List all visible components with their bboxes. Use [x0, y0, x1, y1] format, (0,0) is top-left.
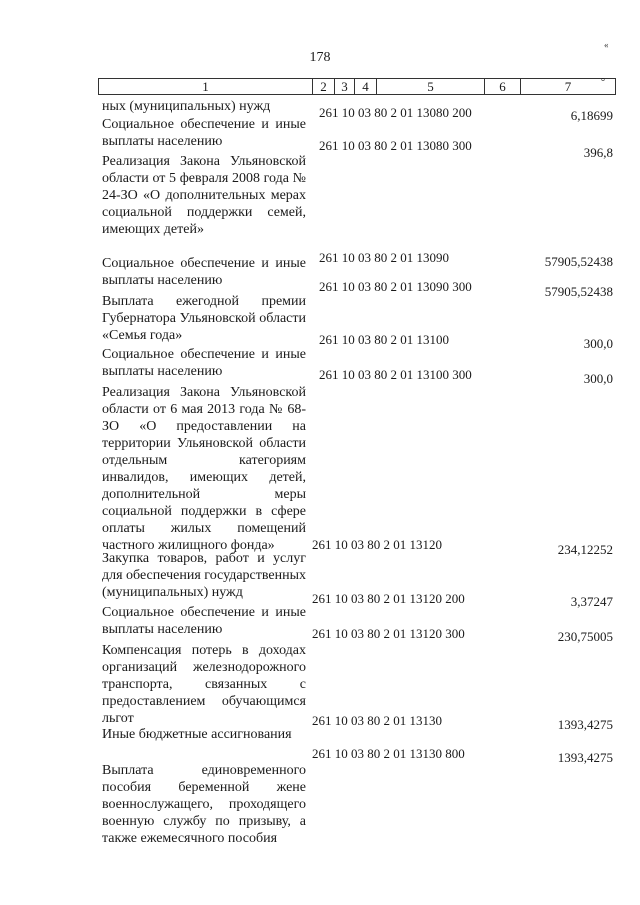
row-amount: 396,8 [583, 145, 613, 160]
row-amount: 3,37247 [570, 594, 613, 609]
row-code: 261 10 03 80 2 01 13130 800 [312, 746, 465, 761]
row-description: Выплата ежегодной премии Губернатора Ульяновской области «Семья года» [102, 294, 306, 343]
header-dot: ° [601, 77, 605, 88]
table-header [98, 78, 616, 95]
row-description: Социальное обеспечение и иные выплаты населению [102, 117, 306, 149]
row-amount: 6,18699 [570, 108, 613, 123]
row-amount: 234,12252 [557, 542, 613, 557]
header-col-3: 3 [335, 79, 355, 94]
row-code: 261 10 03 80 2 01 13100 [319, 332, 449, 347]
row-description: Иные бюджетные ассигнования [102, 727, 292, 742]
row-description: Социальное обеспечение и иные выплаты населению [102, 256, 306, 288]
row-amount: 300,0 [583, 336, 613, 351]
corner-mark: « [604, 40, 609, 50]
row-code: 261 10 03 80 2 01 13080 300 [319, 138, 472, 153]
row-code: 261 10 03 80 2 01 13130 [312, 713, 442, 728]
header-col-7-label: 7 [564, 79, 572, 94]
row-code: 261 10 03 80 2 01 13120 [312, 537, 442, 552]
row-description: Социальное обеспечение и иные выплаты населению [102, 347, 306, 379]
header-col-6: 6 [485, 79, 521, 94]
row-code: 261 10 03 80 2 01 13100 300 [319, 367, 472, 382]
row-amount: 57905,52438 [544, 254, 613, 269]
page-number: 178 [309, 50, 331, 65]
row-description: Компенсация потерь в доходах организаций железнодорожного транспорта, связанных с предоставлением обучающимся льгот [102, 643, 306, 726]
row-description: Социальное обеспечение и иные выплаты населению [102, 605, 306, 637]
row-amount: 1393,4275 [557, 750, 613, 765]
row-code: 261 10 03 80 2 01 13090 [319, 250, 449, 265]
header-col-5: 5 [377, 79, 485, 94]
row-amount: 230,75005 [557, 629, 613, 644]
row-code: 261 10 03 80 2 01 13120 200 [312, 591, 465, 606]
header-col-2: 2 [313, 79, 335, 94]
row-amount: 57905,52438 [544, 284, 613, 299]
row-code: 261 10 03 80 2 01 13090 300 [319, 279, 472, 294]
row-description: Закупка товаров, работ и услуг для обеспечения государственных (муниципальных) нужд [102, 551, 306, 600]
header-col-7 [521, 79, 615, 94]
row-description: Выплата единовременного пособия беременной жене военнослужащего, проходящего военную службу по призыву, а также ежемесячного пособия [102, 763, 306, 846]
row-description: Реализация Закона Ульяновской области от 6 мая 2013 года № 68-ЗО «О предоставлении на территории Ульяновской области отдельным категориям инвалидов, имеющих детей, дополнительной меры социальной поддержки в сфере оплаты жилых помещений частного жилищного фонда» [102, 385, 306, 553]
row-amount: 1393,4275 [557, 717, 613, 732]
row-code: 261 10 03 80 2 01 13080 200 [319, 105, 472, 120]
header-col-4: 4 [355, 79, 377, 94]
row-description: ных (муниципальных) нужд [102, 99, 271, 114]
row-amount: 300,0 [583, 371, 613, 386]
row-code: 261 10 03 80 2 01 13120 300 [312, 626, 465, 641]
header-col-1: 1 [99, 79, 313, 94]
row-description: Реализация Закона Ульяновской области от 5 февраля 2008 года № 24-ЗО «О дополнительных мерах социальной поддержки семей, имеющих детей» [102, 154, 306, 237]
